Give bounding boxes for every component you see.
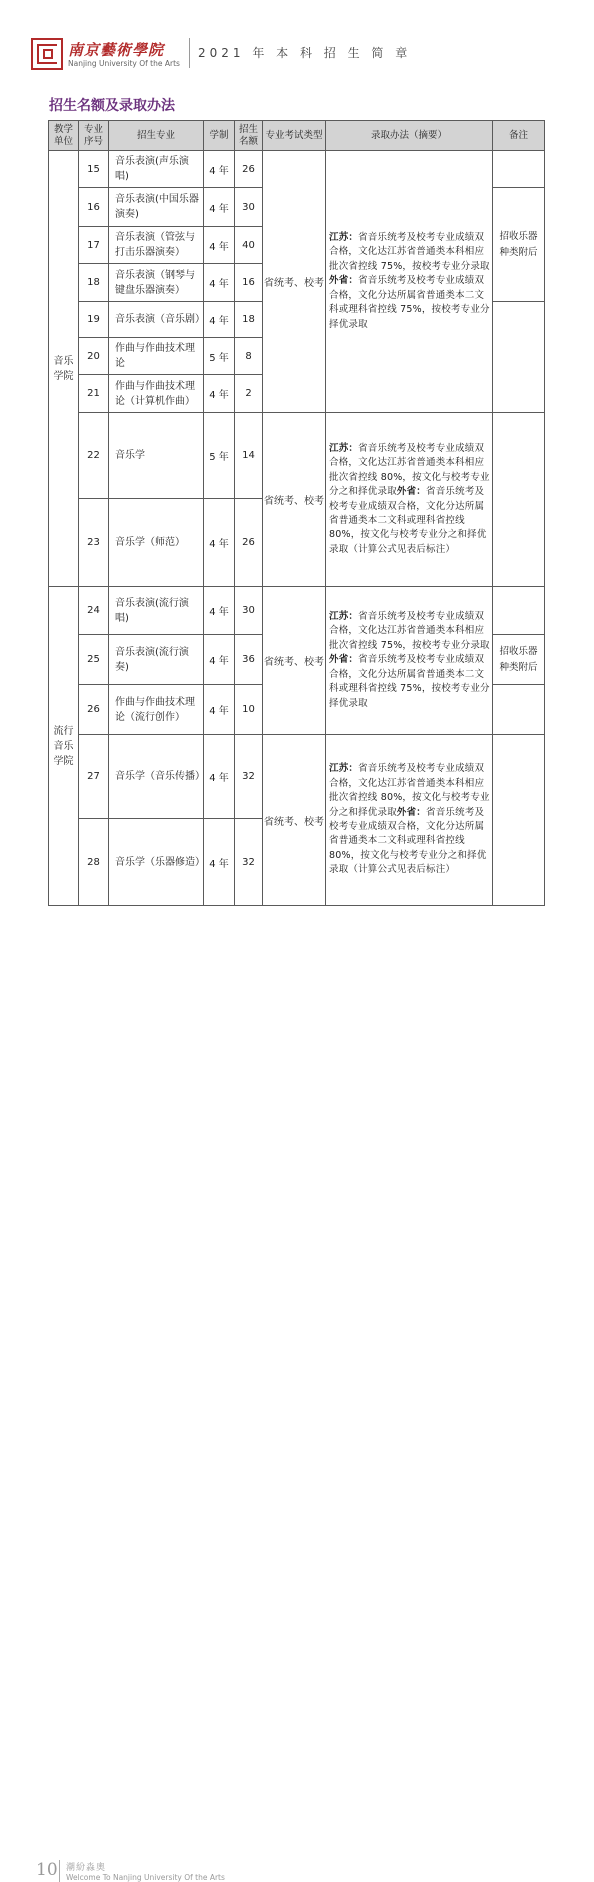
row-seq: 21	[79, 375, 109, 413]
college-popular-music: 流行音乐学院	[49, 587, 79, 906]
row-major: 音乐表演（钢琴与键盘乐器演奏）	[109, 264, 204, 302]
row-years: 5 年	[204, 338, 235, 375]
method-js-text: 省音乐统考及校考专业成绩双合格，文化达江苏省普通类本科相应批次省控线 75%，按校考专业分录取	[329, 232, 490, 272]
method-ws-label: 外省：	[329, 275, 359, 287]
row-seq: 27	[79, 735, 109, 819]
row-seq: 18	[79, 264, 109, 302]
row-major: 音乐表演(声乐演唱)	[109, 151, 204, 188]
row-seq: 16	[79, 188, 109, 227]
row-years: 4 年	[204, 819, 235, 906]
admission-table	[48, 120, 545, 906]
header-divider	[189, 38, 190, 68]
header-method: 录取办法（摘要）	[326, 121, 493, 151]
row-years: 4 年	[204, 375, 235, 413]
row-quota: 30	[235, 188, 263, 227]
footer-divider	[59, 1860, 60, 1882]
note-instruments: 招收乐器种类附后	[493, 188, 545, 302]
footer-chinese-text: 潮紛淼奧	[66, 1863, 107, 1873]
row-seq: 24	[79, 587, 109, 635]
row-major: 音乐表演（音乐剧）	[109, 302, 204, 338]
row-years: 4 年	[204, 264, 235, 302]
row-seq: 20	[79, 338, 109, 375]
method-js-label: 江苏：	[329, 763, 359, 775]
method-summary-a	[326, 151, 493, 413]
method-js-text: 省音乐统考及校考专业成绩双合格，文化达江苏省普通类本科相应批次省控线 80%，按文化与校考专业分之和择优录取	[329, 763, 490, 818]
header-major: 招生专业	[109, 121, 204, 151]
row-years: 4 年	[204, 302, 235, 338]
row-years: 4 年	[204, 635, 235, 685]
row-quota: 30	[235, 587, 263, 635]
logo-english-name: Nanjing University Of the Arts	[68, 59, 180, 68]
method-ws-label: 外省：	[396, 486, 427, 498]
row-years: 4 年	[204, 188, 235, 227]
row-seq: 19	[79, 302, 109, 338]
header-years: 学制	[204, 121, 235, 151]
row-years: 4 年	[204, 685, 235, 735]
method-summary-a	[326, 587, 493, 735]
row-quota: 2	[235, 375, 263, 413]
note-empty	[493, 587, 545, 635]
exam-type-cell: 省统考、校考	[263, 587, 326, 735]
method-ws-text: 省音乐统考及校考专业成绩双合格，文化分达所属省普通类本二文科或理科省控线 75%，按校考专业分择优录取	[329, 654, 490, 709]
method-ws-text: 省音乐统考及校考专业成绩双合格，文化分达所属省普通类本二文科或理科省控线 75%，按校考专业分择优录取	[329, 275, 490, 330]
exam-type-cell: 省统考、校考	[263, 151, 326, 413]
footer-english-text: Welcome To Nanjing University Of the Arts	[66, 1873, 225, 1882]
row-major: 音乐学（师范）	[109, 499, 204, 587]
table-row	[49, 151, 545, 188]
method-js-label: 江苏：	[329, 232, 359, 244]
method-ws-text: 省音乐统考及校考专业成绩双合格，文化分达所属省普通类本二文科或理科省控线 80%，按文化与校考专业分之和择优录取（计算公式见表后标注）	[329, 806, 487, 876]
header-college: 教学单位	[49, 121, 79, 151]
table-row	[49, 587, 545, 635]
document-title: 2021 年 本 科 招 生 简 章	[198, 46, 412, 60]
header-note: 备注	[493, 121, 545, 151]
row-quota: 32	[235, 819, 263, 906]
method-js-text: 省音乐统考及校考专业成绩双合格，文化达江苏省普通类本科相应批次省控线 75%，按校考专业分录取	[329, 611, 490, 651]
row-quota: 10	[235, 685, 263, 735]
row-major: 音乐表演(流行演奏)	[109, 635, 204, 685]
row-major: 音乐表演(流行演唱)	[109, 587, 204, 635]
row-quota: 26	[235, 151, 263, 188]
header-seq: 专业序号	[79, 121, 109, 151]
note-empty	[493, 735, 545, 906]
row-seq: 25	[79, 635, 109, 685]
row-seq: 28	[79, 819, 109, 906]
note-empty	[493, 685, 545, 735]
row-quota: 16	[235, 264, 263, 302]
header-quota: 招生名额	[235, 121, 263, 151]
row-seq: 22	[79, 413, 109, 499]
method-ws-text: 省音乐统考及校考专业成绩双合格，文化分达所属省普通类本二文科或理科省控线 80%，按文化与校考专业分之和择优录取（计算公式见表后标注）	[329, 486, 487, 555]
row-major: 音乐学（乐器修造）	[109, 819, 204, 906]
method-js-label: 江苏：	[329, 442, 359, 454]
note-empty	[493, 302, 545, 413]
method-ws-label: 外省：	[396, 806, 427, 818]
table-row	[49, 735, 545, 819]
method-js-text: 省音乐统考及校考专业成绩双合格，文化达江苏省普通类本科相应批次省控线 80%，按文化与校考专业分之和择优录取	[329, 442, 490, 498]
row-major: 音乐学	[109, 413, 204, 499]
row-quota: 32	[235, 735, 263, 819]
note-empty	[493, 413, 545, 587]
row-years: 4 年	[204, 151, 235, 188]
row-seq: 15	[79, 151, 109, 188]
section-title: 招生名额及录取办法	[49, 98, 175, 114]
college-music: 音乐学院	[49, 151, 79, 587]
method-js-label: 江苏：	[329, 611, 359, 623]
row-years: 5 年	[204, 413, 235, 499]
row-quota: 14	[235, 413, 263, 499]
row-major: 作曲与作曲技术理论	[109, 338, 204, 375]
page-number: 10	[36, 1860, 58, 1880]
exam-type-cell: 省统考、校考	[263, 735, 326, 906]
method-summary-b	[326, 735, 493, 906]
row-years: 4 年	[204, 227, 235, 264]
row-quota: 36	[235, 635, 263, 685]
row-quota: 8	[235, 338, 263, 375]
row-major: 作曲与作曲技术理论（计算机作曲）	[109, 375, 204, 413]
row-years: 4 年	[204, 587, 235, 635]
header-exam: 专业考试类型	[263, 121, 326, 151]
table-row	[49, 413, 545, 499]
row-major: 作曲与作曲技术理论（流行创作）	[109, 685, 204, 735]
row-major: 音乐表演(中国乐器演奏)	[109, 188, 204, 227]
row-major: 音乐表演（管弦与打击乐器演奏）	[109, 227, 204, 264]
logo-chinese-name: 南京藝術學院	[68, 41, 165, 59]
row-seq: 17	[79, 227, 109, 264]
method-summary-b	[326, 413, 493, 587]
page-header	[0, 0, 594, 92]
page-footer	[0, 925, 594, 1882]
note-empty	[493, 151, 545, 188]
row-quota: 40	[235, 227, 263, 264]
exam-type-cell: 省统考、校考	[263, 413, 326, 587]
row-seq: 23	[79, 499, 109, 587]
table-header-row	[49, 121, 545, 151]
method-ws-label: 外省：	[329, 654, 359, 666]
row-years: 4 年	[204, 499, 235, 587]
note-instruments: 招收乐器种类附后	[493, 635, 545, 685]
row-quota: 26	[235, 499, 263, 587]
row-years: 4 年	[204, 735, 235, 819]
university-seal-icon	[31, 38, 63, 70]
row-major: 音乐学（音乐传播）	[109, 735, 204, 819]
row-quota: 18	[235, 302, 263, 338]
row-seq: 26	[79, 685, 109, 735]
